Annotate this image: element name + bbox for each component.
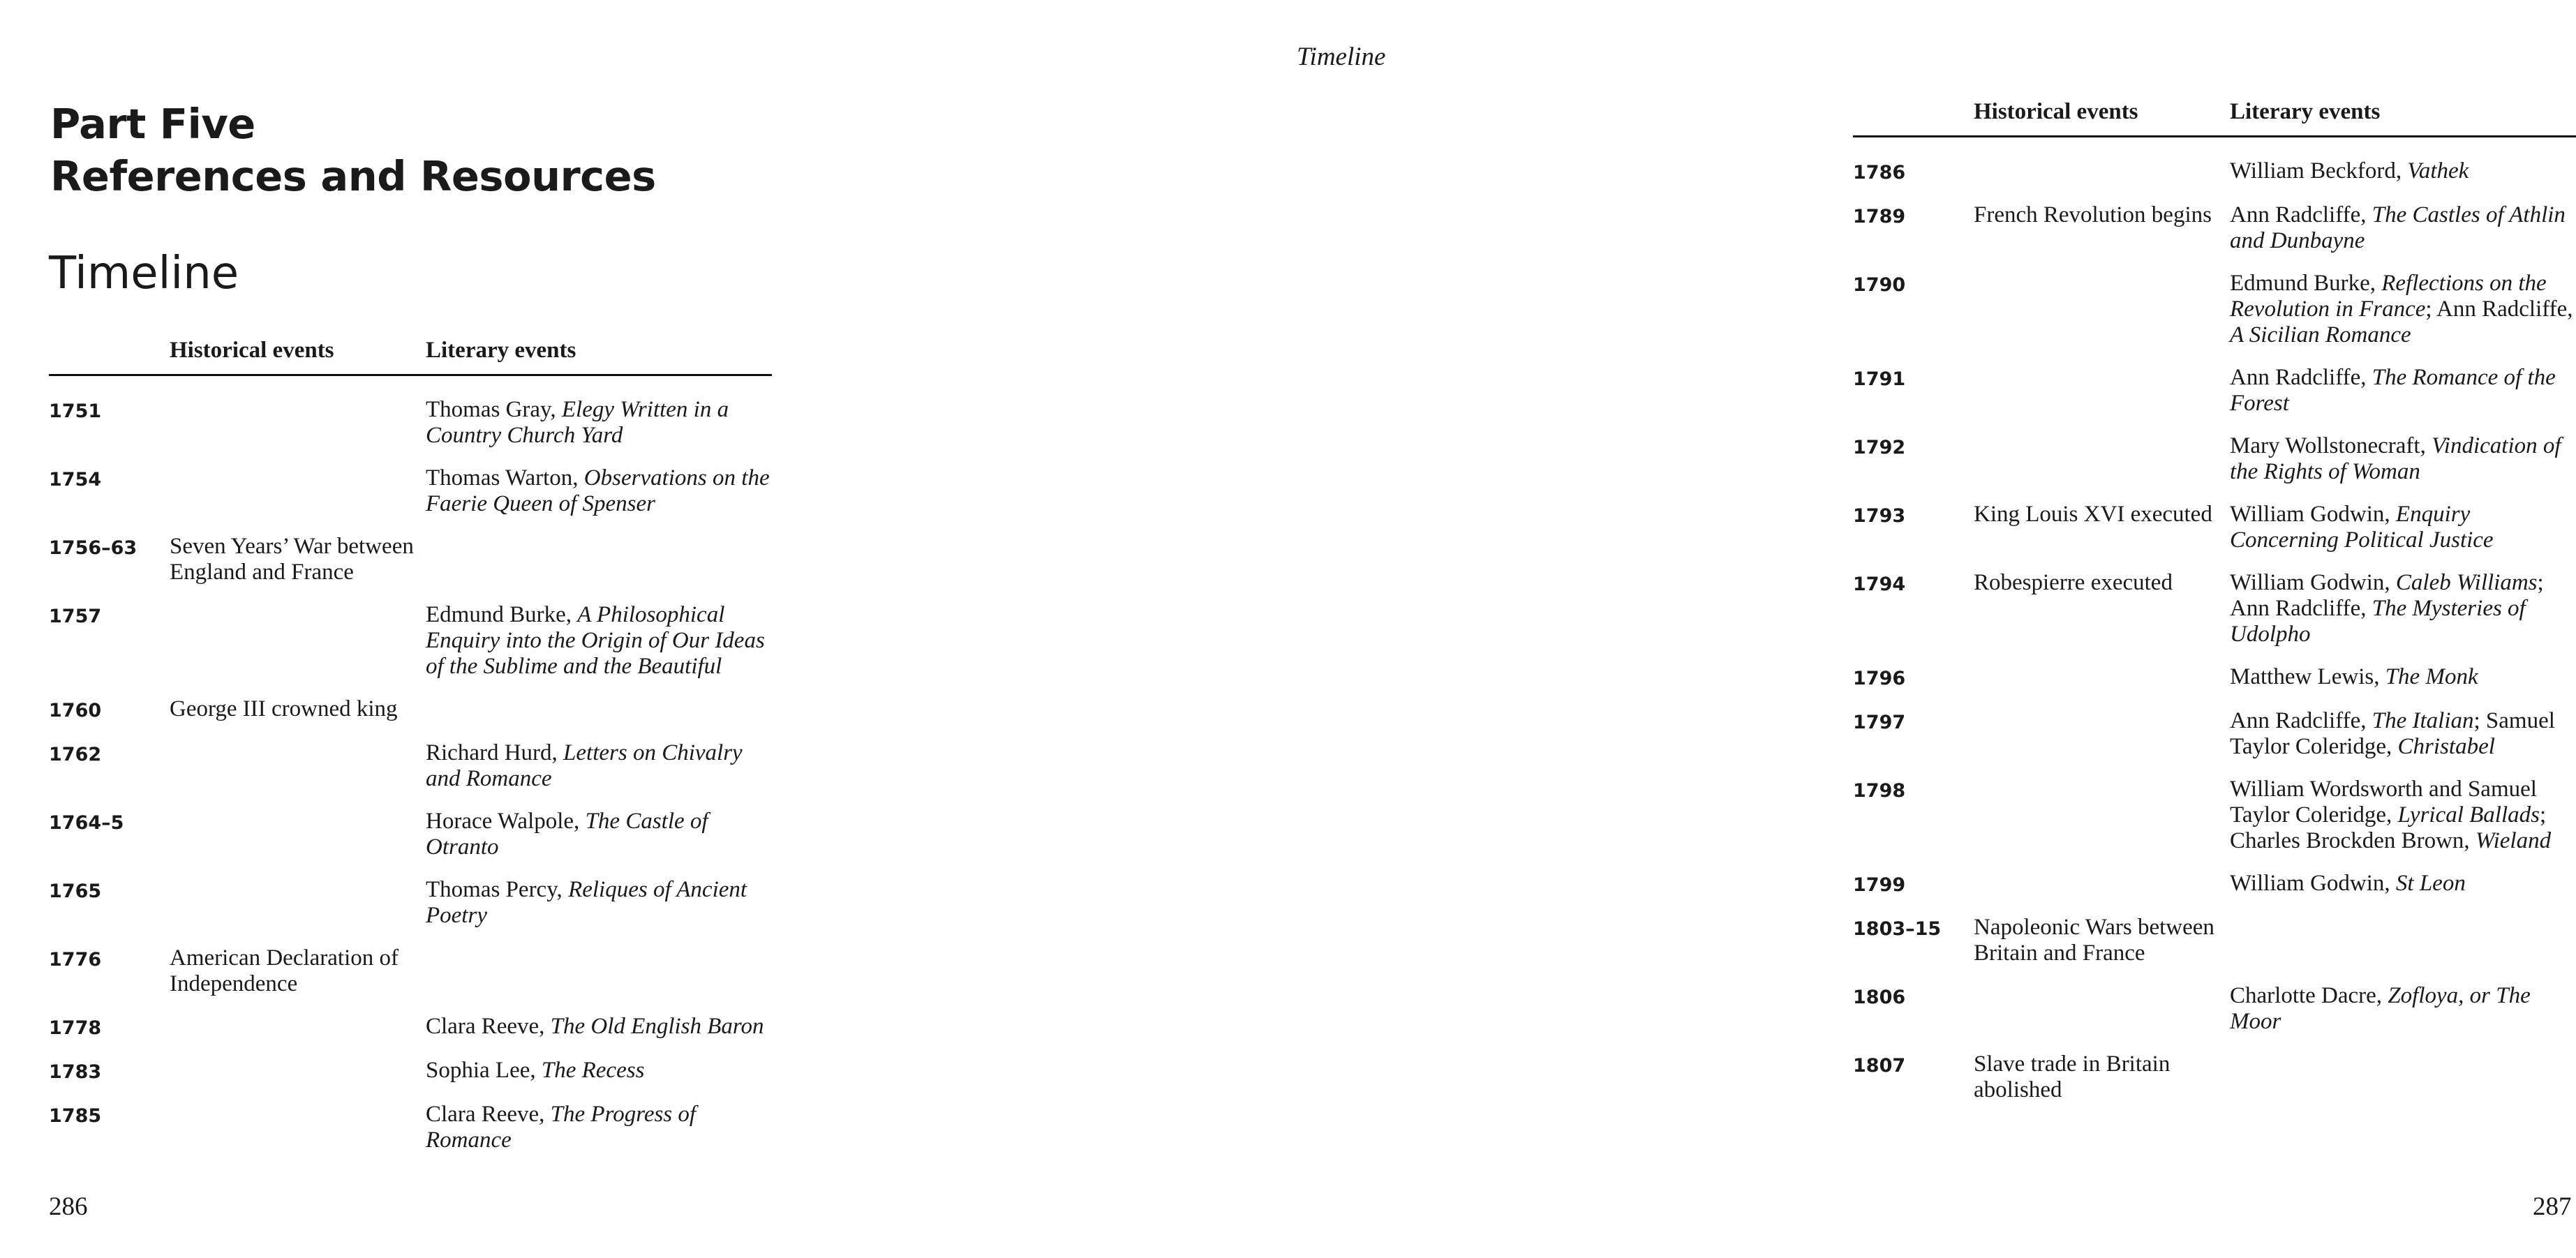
work-title: Letters on Chivalry and Romance (426, 740, 743, 791)
part-heading (50, 98, 656, 202)
work-title: St Leon (2395, 871, 2466, 896)
historical-event-cell (170, 809, 426, 860)
year-cell: 1799 (1853, 874, 1906, 896)
author-text: William Godwin, (2230, 570, 2396, 595)
work-title: A Sicilian Romance (2230, 322, 2411, 347)
table-row (1853, 365, 2576, 417)
author-text: William Beckford, (2230, 158, 2408, 184)
year-cell: 1751 (49, 400, 102, 422)
historical-event-cell: Seven Years’ War between England and France (170, 534, 414, 585)
work-title: Vindication of the Rights of Woman (2230, 433, 2561, 484)
historical-event-cell (170, 397, 426, 449)
literary-event-cell (426, 534, 772, 585)
author-text: Richard Hurd, (426, 740, 564, 765)
literary-event-cell (2230, 708, 2576, 760)
literary-event-cell (2230, 777, 2576, 854)
historical-event-cell (1974, 433, 2230, 485)
page-number: 287 (2533, 1192, 2572, 1221)
year-cell: 1789 (1853, 206, 1906, 227)
author-text: Clara Reeve, (426, 1102, 551, 1127)
table-row (49, 602, 772, 680)
historical-event-cell: American Declaration of Independence (170, 945, 399, 996)
year-cell: 1756–63 (49, 537, 137, 559)
table-row (49, 696, 772, 724)
author-text: Sophia Lee, (426, 1058, 542, 1083)
work-title: Caleb Williams (2395, 570, 2538, 595)
author-text: William Wordsworth and Samuel Taylor Coleridge, (2230, 777, 2537, 828)
year-cell: 1794 (1853, 574, 1906, 595)
table-body (1853, 137, 2576, 1103)
work-title: Zofloya, or The Moor (2230, 983, 2531, 1034)
year-cell: 1803–15 (1853, 918, 1942, 940)
author-text: Mary Wollstonecraft, (2230, 433, 2432, 458)
historical-events-header: Historical events (1974, 99, 2138, 124)
work-title: Reliques of Ancient Poetry (426, 877, 747, 928)
literary-event-cell (426, 397, 772, 449)
table-header (1853, 96, 2576, 137)
literary-event-cell (2230, 915, 2576, 966)
literary-event-cell (426, 465, 772, 517)
year-cell: 1762 (49, 744, 102, 765)
author-text: William Godwin, (2230, 502, 2396, 527)
historical-event-cell (170, 877, 426, 929)
work-title: The Recess (541, 1058, 645, 1083)
table-row (49, 809, 772, 860)
year-cell: 1790 (1853, 274, 1906, 296)
literary-event-cell (2230, 983, 2576, 1035)
literary-event-cell (426, 1102, 772, 1153)
author-text: Charlotte Dacre, (2230, 983, 2388, 1008)
historical-events-header: Historical events (170, 338, 334, 363)
year-cell: 1806 (1853, 987, 1906, 1008)
part-title: References and Resources (50, 152, 656, 200)
table-row (1853, 915, 2576, 966)
work-title: The Italian (2372, 708, 2474, 733)
year-cell: 1754 (49, 469, 102, 491)
literary-event-cell (2230, 570, 2576, 647)
historical-event-cell: Slave trade in Britain abolished (1974, 1051, 2171, 1102)
work-title: The Castle of Otranto (426, 809, 708, 860)
historical-event-cell (1974, 158, 2230, 186)
table-row (1853, 777, 2576, 854)
author-text: Clara Reeve, (426, 1014, 551, 1039)
literary-event-cell (2230, 158, 2576, 186)
work-title: Observations on the Faerie Queen of Spenser (426, 465, 770, 516)
timeline-table (1853, 96, 2576, 1120)
year-cell: 1791 (1853, 368, 1906, 390)
table-row (1853, 708, 2576, 760)
author-text: Ann Radcliffe, (2230, 708, 2372, 733)
table-row (1853, 871, 2576, 898)
literary-event-cell (426, 602, 772, 680)
year-cell: 1764–5 (49, 812, 124, 834)
table-header (49, 335, 772, 376)
historical-event-cell (1974, 777, 2230, 854)
historical-event-cell: Napoleonic Wars between Britain and France (1974, 915, 2214, 966)
author-text: Thomas Gray, (426, 397, 562, 422)
historical-event-cell (170, 1102, 426, 1153)
table-row (1853, 570, 2576, 647)
author-text: ; Ann Radcliffe, (2230, 570, 2544, 621)
literary-events-header: Literary events (426, 338, 576, 363)
table-row (49, 397, 772, 449)
part-number: Part Five (50, 100, 255, 148)
table-body (49, 376, 772, 1153)
table-row (49, 534, 772, 585)
work-title: The Romance of the Forest (2230, 365, 2556, 416)
author-text: Ann Radcliffe, (2230, 365, 2372, 390)
author-text: ; Ann Radcliffe, (2425, 297, 2573, 322)
literary-event-cell (2230, 502, 2576, 553)
author-text: Matthew Lewis, (2230, 664, 2385, 689)
page-number: 286 (49, 1192, 88, 1221)
literary-event-cell (2230, 365, 2576, 417)
work-title: The Castles of Athlin and Dunbayne (2230, 202, 2566, 253)
literary-event-cell (2230, 664, 2576, 691)
literary-event-cell (426, 945, 772, 997)
table-row (1853, 433, 2576, 485)
work-title: Lyrical Ballads (2397, 802, 2540, 828)
historical-event-cell (1974, 365, 2230, 417)
work-title: Enquiry Concerning Political Justice (2230, 502, 2494, 553)
work-title: Elegy Written in a Country Church Yard (426, 397, 729, 448)
work-title: Christabel (2397, 734, 2495, 759)
timeline-table (49, 335, 772, 1170)
literary-event-cell (2230, 271, 2576, 348)
table-row (49, 465, 772, 517)
literary-event-cell (426, 877, 772, 929)
table-row (49, 740, 772, 792)
work-title: Wieland (2475, 828, 2552, 853)
table-row (49, 1102, 772, 1153)
year-cell: 1807 (1853, 1055, 1906, 1077)
table-row (1853, 202, 2576, 254)
author-text: ; Samuel Taylor Coleridge, (2230, 708, 2555, 759)
year-cell: 1785 (49, 1105, 102, 1127)
literary-event-cell (2230, 1051, 2576, 1103)
year-cell: 1760 (49, 700, 102, 721)
literary-event-cell (2230, 202, 2576, 254)
historical-event-cell (170, 465, 426, 517)
table-row (1853, 271, 2576, 348)
historical-event-cell: George III crowned king (170, 696, 398, 721)
table-row (49, 1058, 772, 1085)
table-row (1853, 664, 2576, 691)
work-title: A Philosophical Enquiry into the Origin of Our Ideas of the Sublime and the Beautiful (426, 602, 765, 679)
literary-event-cell (426, 1058, 772, 1085)
author-text: Edmund Burke, (426, 602, 578, 627)
right-page (876, 0, 2573, 1258)
work-title: The Mysteries of Udolpho (2230, 596, 2526, 647)
author-text: William Godwin, (2230, 871, 2396, 896)
author-text: ; Charles Brockden Brown, (2230, 802, 2547, 853)
literary-event-cell (2230, 433, 2576, 485)
year-cell: 1776 (49, 949, 102, 971)
author-text: Horace Walpole, (426, 809, 586, 834)
work-title: The Monk (2385, 664, 2478, 689)
work-title: Reflections on the Revolution in France (2230, 271, 2547, 322)
year-cell: 1765 (49, 881, 102, 902)
year-cell: 1797 (1853, 712, 1906, 733)
historical-event-cell (1974, 664, 2230, 691)
year-cell: 1798 (1853, 780, 1906, 802)
author-text: Thomas Warton, (426, 465, 584, 491)
table-row (1853, 158, 2576, 186)
year-cell: 1796 (1853, 668, 1906, 689)
historical-event-cell (1974, 708, 2230, 760)
work-title: Vathek (2407, 158, 2469, 184)
literary-event-cell (426, 696, 772, 724)
historical-event-cell (170, 1058, 426, 1085)
table-row (49, 877, 772, 929)
table-row (1853, 983, 2576, 1035)
literary-event-cell (426, 1014, 772, 1041)
section-heading: Timeline (49, 248, 239, 299)
literary-events-header: Literary events (2230, 99, 2381, 124)
historical-event-cell: Robespierre executed (1974, 570, 2173, 595)
historical-event-cell (170, 740, 426, 792)
year-cell: 1786 (1853, 162, 1906, 184)
literary-event-cell (426, 809, 772, 860)
work-title: The Progress of Romance (426, 1102, 697, 1153)
year-cell: 1792 (1853, 437, 1906, 458)
historical-event-cell (1974, 871, 2230, 898)
historical-event-cell (170, 1014, 426, 1041)
literary-event-cell (2230, 871, 2576, 898)
literary-event-cell (426, 740, 772, 792)
author-text: Thomas Percy, (426, 877, 569, 902)
running-head: Timeline (1297, 43, 1386, 71)
historical-event-cell (1974, 271, 2230, 348)
left-page (0, 0, 876, 1258)
table-row (1853, 1051, 2576, 1103)
table-row (49, 1014, 772, 1041)
table-row (49, 945, 772, 997)
historical-event-cell: French Revolution begins (1974, 202, 2212, 227)
historical-event-cell (170, 602, 426, 680)
historical-event-cell (1974, 983, 2230, 1035)
author-text: Ann Radcliffe, (2230, 202, 2372, 227)
work-title: The Old English Baron (550, 1014, 764, 1039)
year-cell: 1778 (49, 1017, 102, 1039)
year-cell: 1757 (49, 606, 102, 627)
year-cell: 1783 (49, 1061, 102, 1083)
author-text: Edmund Burke, (2230, 271, 2382, 296)
historical-event-cell: King Louis XVI executed (1974, 502, 2212, 527)
table-row (1853, 502, 2576, 553)
year-cell: 1793 (1853, 505, 1906, 527)
